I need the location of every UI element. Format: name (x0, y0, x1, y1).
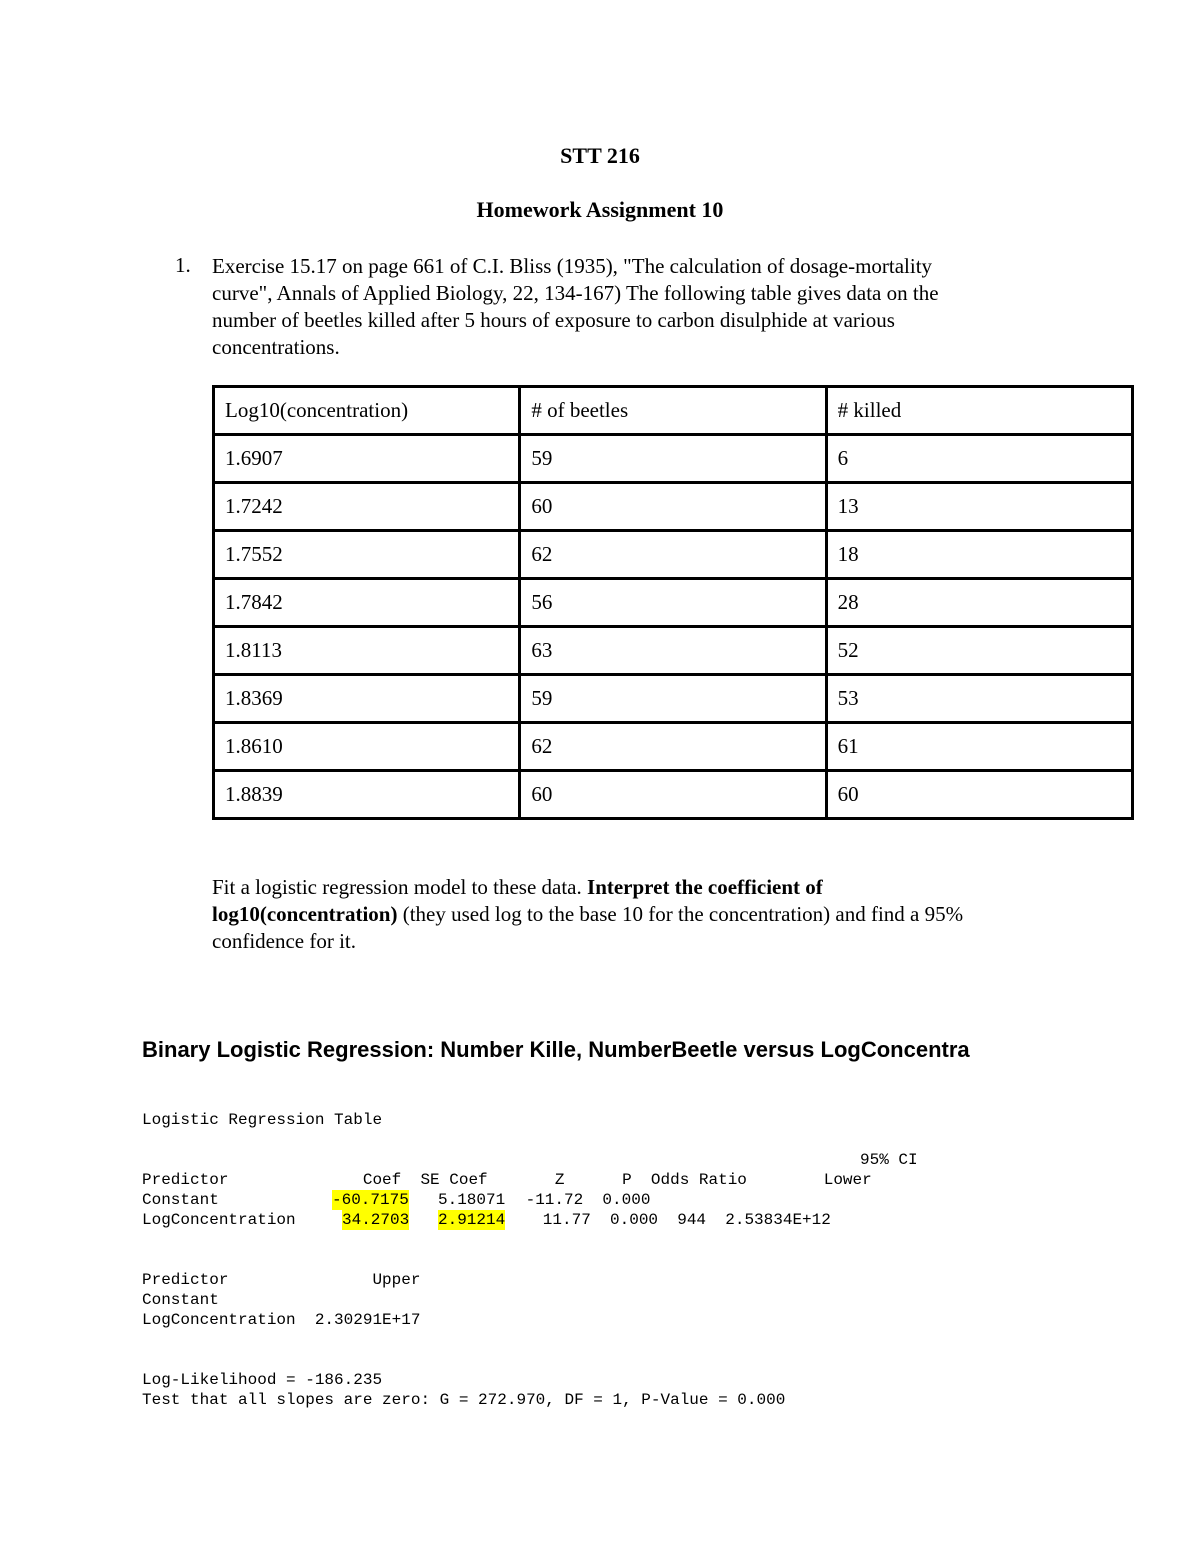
beetle-data-table (212, 385, 1134, 820)
table-cell: 62 (520, 531, 826, 579)
table-cell: 28 (826, 579, 1132, 627)
constant-coef: -60.7175 (332, 1191, 409, 1209)
regression-table-title: Logistic Regression Table (142, 1111, 383, 1129)
table-row (214, 531, 1133, 579)
table-header-row (214, 387, 1133, 435)
table-row (214, 675, 1133, 723)
upper-logconcentration-row: LogConcentration 2.30291E+17 (142, 1311, 421, 1329)
header-cell: Log10(concentration) (214, 387, 520, 435)
table-row (214, 771, 1133, 819)
minitab-output-title: Binary Logistic Regression: Number Kille, NumberBeetle versus LogConcentra (142, 1037, 970, 1062)
fit-text: (they used log to the base 10 for the concentration) and find a 95% (397, 902, 964, 926)
table-cell: 18 (826, 531, 1132, 579)
table-cell: 6 (826, 435, 1132, 483)
table-cell: 1.7842 (214, 579, 520, 627)
table-cell: 1.8369 (214, 675, 520, 723)
question-line: number of beetles killed after 5 hours of exposure to carbon disulphide at various (212, 308, 895, 332)
table-cell: 1.8113 (214, 627, 520, 675)
table-cell: 1.8610 (214, 723, 520, 771)
table-cell: 1.7242 (214, 483, 520, 531)
fit-line-3: confidence for it. (212, 929, 357, 953)
upper-header-line: Predictor Upper (142, 1271, 421, 1289)
table-cell: 52 (826, 627, 1132, 675)
header-cell: # of beetles (520, 387, 826, 435)
constant-stats: -11.72 0.000 (516, 1191, 651, 1209)
table-cell: 60 (826, 771, 1132, 819)
table-cell: 56 (520, 579, 826, 627)
table-row (214, 579, 1133, 627)
fit-instructions (212, 874, 1092, 955)
slope-test: Test that all slopes are zero: G = 272.970, DF = 1, P-Value = 0.000 (142, 1391, 786, 1409)
table-cell: 13 (826, 483, 1132, 531)
question-number: 1. (175, 253, 191, 277)
predictor-label: Constant (142, 1191, 219, 1209)
logconcentration-se-coef: 2.91214 (438, 1211, 506, 1229)
table-row (214, 723, 1133, 771)
fit-bold-text: Interpret the coefficient of (587, 875, 823, 899)
table-cell: 62 (520, 723, 826, 771)
table-cell: 1.6907 (214, 435, 520, 483)
predictor-label: LogConcentration (142, 1211, 296, 1229)
table-cell: 53 (826, 675, 1132, 723)
table-cell: 63 (520, 627, 826, 675)
upper-constant-row: Constant (142, 1291, 219, 1309)
logconcentration-coef: 34.2703 (342, 1211, 410, 1229)
table-cell: 61 (826, 723, 1132, 771)
table-row (214, 627, 1133, 675)
column-header-line: Predictor Coef SE Coef Z P Odds Ratio Lower (142, 1171, 872, 1189)
table-row (214, 435, 1133, 483)
fit-line-2 (212, 901, 1092, 928)
fit-text: Fit a logistic regression model to these data. (212, 875, 588, 899)
constant-se-coef: 5.18071 (438, 1191, 506, 1209)
constant-row (142, 1190, 219, 1210)
question-line: concentrations. (212, 335, 340, 359)
table-cell: 59 (520, 435, 826, 483)
question-line: curve", Annals of Applied Biology, 22, 134-167) The following table gives data on the (212, 281, 939, 305)
ci-header: 95% CI (860, 1151, 918, 1169)
table-cell: 60 (520, 483, 826, 531)
log-likelihood: Log-Likelihood = -186.235 (142, 1371, 383, 1389)
table-cell: 60 (520, 771, 826, 819)
course-title: STT 216 (560, 143, 640, 168)
logconcentration-row (142, 1210, 296, 1230)
question-line: Exercise 15.17 on page 661 of C.I. Bliss (1935), "The calculation of dosage-mortality (212, 254, 933, 278)
question-text (212, 253, 1072, 361)
table-cell: 1.8839 (214, 771, 520, 819)
table-cell: 1.7552 (214, 531, 520, 579)
table-cell: 59 (520, 675, 826, 723)
fit-bold-text: log10(concentration) (212, 902, 398, 926)
header-cell: # killed (826, 387, 1132, 435)
table-row (214, 483, 1133, 531)
logconcentration-stats: 11.77 0.000 944 2.53834E+12 (514, 1211, 831, 1229)
fit-line-1 (212, 874, 1092, 901)
assignment-title: Homework Assignment 10 (476, 197, 724, 222)
